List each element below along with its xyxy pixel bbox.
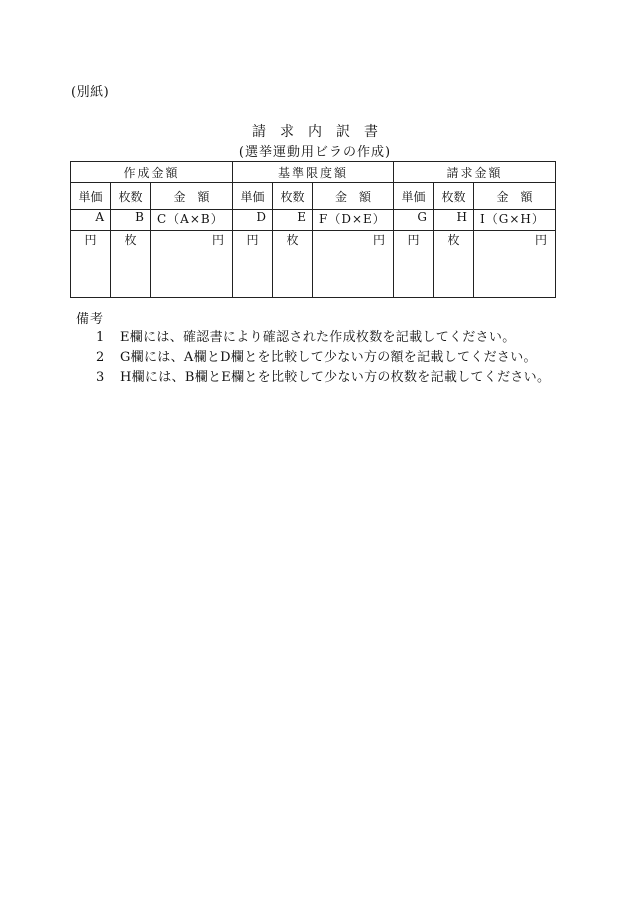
group-header-row xyxy=(71,162,556,183)
breakdown-table xyxy=(70,161,556,298)
unit-cell: 円 xyxy=(233,231,273,298)
column-code: B xyxy=(111,210,151,231)
note-text: H欄には、B欄とE欄とを比較して少ない方の枚数を記載してください。 xyxy=(120,370,551,385)
notes-heading: 備考 xyxy=(76,312,105,327)
unit-cell: 円 xyxy=(313,231,394,298)
column-header-amount: 金 額 xyxy=(474,183,556,210)
unit-cell: 枚 xyxy=(434,231,474,298)
note-number: 2 xyxy=(96,350,105,365)
document-title: 請求内訳書 xyxy=(252,124,392,140)
column-code: H xyxy=(434,210,474,231)
column-code: G xyxy=(394,210,434,231)
group-header-claim-amount: 請求金額 xyxy=(394,162,556,183)
column-code: C（A×B） xyxy=(151,210,233,231)
note-item xyxy=(96,368,566,388)
column-header-unit-price: 単価 xyxy=(233,183,273,210)
note-number: 3 xyxy=(96,370,105,385)
group-header-standard-limit: 基準限度額 xyxy=(233,162,394,183)
column-header-quantity: 枚数 xyxy=(273,183,313,210)
note-item xyxy=(96,348,566,368)
column-header-unit-price: 単価 xyxy=(394,183,434,210)
attachment-label: (別紙) xyxy=(71,85,110,100)
unit-cell: 枚 xyxy=(273,231,313,298)
unit-cell: 円 xyxy=(151,231,233,298)
unit-cell: 円 xyxy=(71,231,111,298)
column-code: F（D×E） xyxy=(313,210,394,231)
group-header-creation-amount: 作成金額 xyxy=(71,162,233,183)
column-code-row xyxy=(71,210,556,231)
note-item xyxy=(96,328,566,348)
document-subtitle: (選挙運動用ビラの作成) xyxy=(238,145,392,160)
unit-cell: 円 xyxy=(474,231,556,298)
column-code: D xyxy=(233,210,273,231)
column-code: I（G×H） xyxy=(474,210,556,231)
column-header-row xyxy=(71,183,556,210)
column-code: A xyxy=(71,210,111,231)
unit-cell: 枚 xyxy=(111,231,151,298)
entry-row xyxy=(71,231,556,298)
column-header-amount: 金 額 xyxy=(151,183,233,210)
note-text: G欄には、A欄とD欄とを比較して少ない方の額を記載してください。 xyxy=(120,350,537,365)
unit-cell: 円 xyxy=(394,231,434,298)
note-number: 1 xyxy=(96,330,105,345)
column-header-amount: 金 額 xyxy=(313,183,394,210)
column-header-quantity: 枚数 xyxy=(434,183,474,210)
note-text: E欄には、確認書により確認された作成枚数を記載してください。 xyxy=(120,330,516,345)
column-code: E xyxy=(273,210,313,231)
notes-section xyxy=(76,308,551,385)
column-header-quantity: 枚数 xyxy=(111,183,151,210)
column-header-unit-price: 単価 xyxy=(71,183,111,210)
